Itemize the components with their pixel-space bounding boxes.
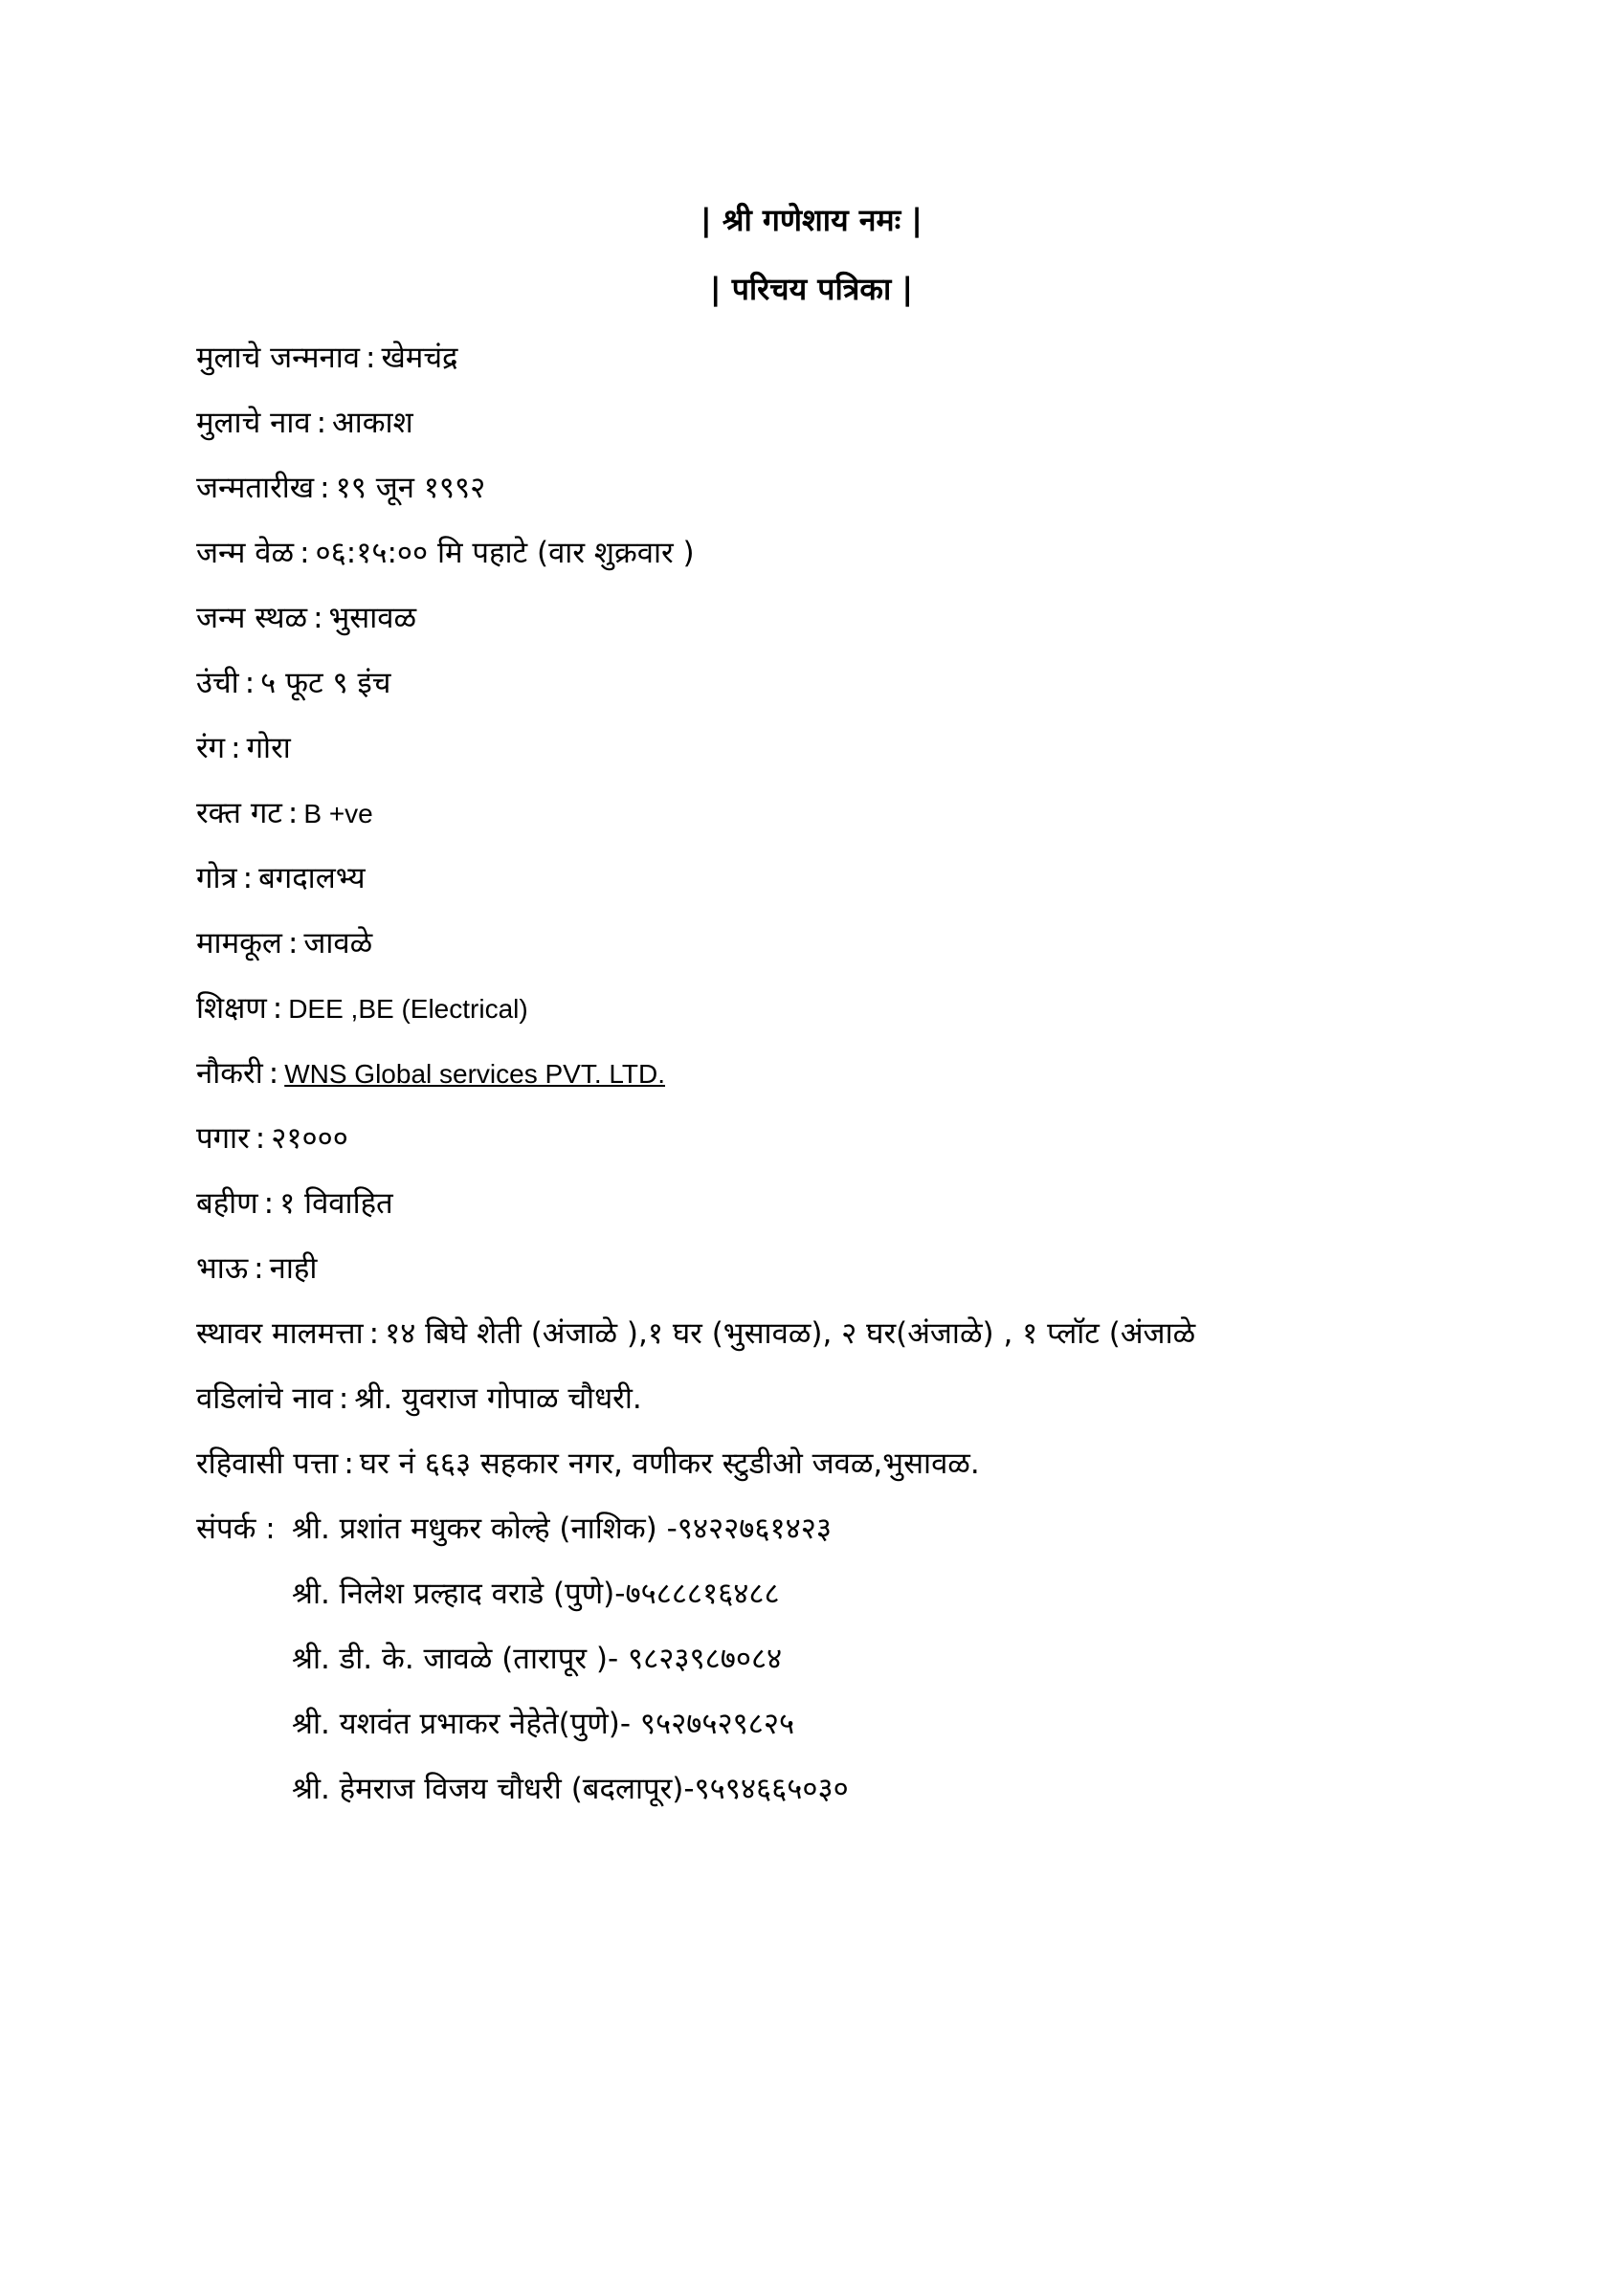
field-label: मुलाचे नाव: [196, 406, 311, 440]
field-label: रक्त गट: [196, 796, 282, 830]
field-value: घर नं ६६३ सहकार नगर, वणीकर स्टुडीओ जवळ,भुसावळ.: [359, 1446, 980, 1481]
field-birth-name: [196, 335, 1440, 400]
field-label: जन्मतारीख: [196, 471, 315, 505]
contact-item: [196, 1636, 1440, 1701]
field-value: DEE ,BE (Electrical): [288, 994, 528, 1024]
field-value: २१०००: [271, 1121, 348, 1156]
employer-link[interactable]: WNS Global services PVT. LTD.: [284, 1059, 665, 1089]
field-separator: :: [366, 341, 376, 375]
contact-entry: श्री. डी. के. जावळे (तारापूर )- ९८२३९८७०८४: [292, 1642, 783, 1676]
field-education: [196, 985, 1440, 1050]
field-value: ०६:१५:०० मि पहाटे (वार शुक्रवार ): [315, 536, 695, 570]
field-value: १९ जून १९९२: [335, 471, 486, 505]
field-maternal-clan: [196, 920, 1440, 985]
field-address: [196, 1441, 1440, 1506]
contact-entry: श्री. हेमराज विजय चौधरी (बदलापूर)-९५९४६६५०३०: [292, 1772, 849, 1806]
field-label: गोत्र: [196, 861, 237, 895]
field-birth-place: [196, 595, 1440, 660]
field-birth-time: [196, 530, 1440, 595]
contact-entry: श्री. निलेश प्रल्हाद वराडे (पुणे)-७५८८८१६४८८: [292, 1577, 780, 1611]
contact-item: [196, 1766, 1440, 1831]
field-value: ५ फूट ९ इंच: [260, 666, 391, 700]
field-label: जन्म स्थळ: [196, 601, 308, 635]
field-job: [196, 1050, 1440, 1115]
field-label: बहीण: [196, 1186, 258, 1221]
field-label: रंग: [196, 731, 226, 765]
field-label: रहिवासी पत्ता: [196, 1446, 339, 1481]
field-label: मामकूल: [196, 926, 282, 960]
biodata-fields: [196, 335, 1440, 1506]
field-value: गोरा: [246, 731, 291, 765]
field-value: नाही: [269, 1251, 318, 1286]
field-value: १४ बिघे शेती (अंजाळे ),१ घर (भुसावळ), २ घर(अंजाळे) , १ प्लॉट (अंजाळे: [385, 1316, 1196, 1351]
field-separator: :: [242, 861, 254, 895]
field-value: आकाश: [332, 406, 413, 440]
invocation-heading: | श्री गणेशाय नमः |: [700, 202, 923, 238]
field-separator: :: [231, 731, 241, 765]
field-value: खेमचंद्र: [381, 341, 458, 375]
field-separator: :: [254, 1251, 264, 1286]
field-label: भाऊ: [196, 1251, 249, 1286]
field-label: स्थावर मालमत्ता: [196, 1316, 364, 1351]
field-property: [196, 1311, 1440, 1376]
field-complexion: [196, 725, 1440, 790]
field-label: उंची: [196, 666, 239, 700]
field-separator: :: [344, 1446, 354, 1481]
field-separator: :: [272, 991, 283, 1026]
field-salary: [196, 1115, 1440, 1181]
field-separator: :: [300, 536, 310, 570]
field-separator: :: [368, 1316, 380, 1351]
contact-section: [196, 1506, 1440, 1831]
field-value: भुसावळ: [328, 601, 417, 635]
field-separator: :: [313, 601, 323, 635]
field-value: बगदालभ्य: [258, 861, 366, 895]
contact-entry: श्री. प्रशांत मधुकर कोल्हे (नाशिक) -९४२२७६१४२३: [292, 1512, 832, 1546]
field-brother: [196, 1246, 1440, 1311]
field-separator: :: [244, 666, 256, 700]
field-separator: :: [338, 1381, 349, 1416]
field-father-name: [196, 1376, 1440, 1441]
field-sister: [196, 1181, 1440, 1246]
field-label: वडिलांचे नाव: [196, 1381, 333, 1416]
field-label: पगार: [196, 1121, 250, 1156]
field-separator: :: [287, 796, 299, 830]
field-label: मुलाचे जन्मनाव: [196, 341, 360, 375]
field-value: श्री. युवराज गोपाळ चौधरी.: [354, 1381, 642, 1416]
page-title: | परिचय पत्रिका |: [709, 271, 914, 307]
field-separator: :: [263, 1186, 275, 1221]
contact-item: [196, 1506, 1440, 1571]
field-separator: :: [287, 926, 299, 960]
field-separator: :: [316, 406, 327, 440]
field-name: [196, 400, 1440, 465]
contact-label: संपर्क :: [196, 1512, 276, 1546]
field-value: जावळे: [303, 926, 373, 960]
field-separator: :: [268, 1056, 279, 1091]
field-birth-date: [196, 465, 1440, 530]
field-label: शिक्षण: [196, 991, 267, 1026]
contact-item: [196, 1571, 1440, 1636]
field-blood-group: [196, 790, 1440, 855]
field-gotra: [196, 855, 1440, 920]
field-label: जन्म वेळ: [196, 536, 295, 570]
field-label: नौकरी: [196, 1056, 263, 1091]
field-value: १ विवाहित: [279, 1186, 393, 1221]
contact-item: [196, 1701, 1440, 1766]
contact-entry: श्री. यशवंत प्रभाकर नेहेते(पुणे)- ९५२७५२९८२५: [292, 1707, 795, 1741]
field-value: B +ve: [303, 799, 373, 828]
field-separator: :: [320, 471, 330, 505]
field-separator: :: [255, 1121, 266, 1156]
field-height: [196, 660, 1440, 725]
